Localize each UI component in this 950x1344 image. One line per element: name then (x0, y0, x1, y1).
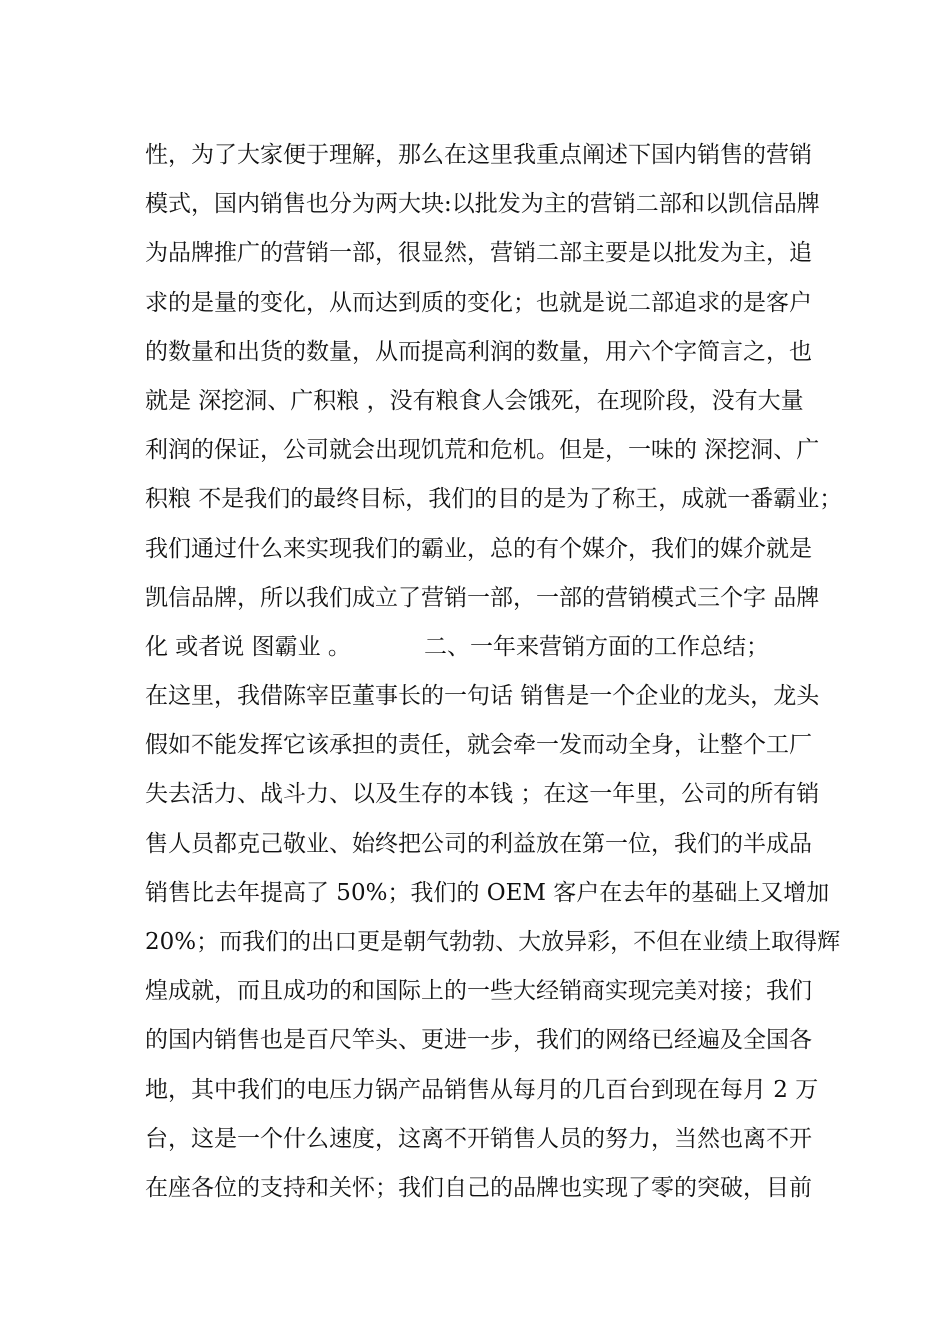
text-line: 求的是量的变化，从而达到质的变化；也就是说二部追求的是客户 (145, 289, 812, 316)
text-line: 性，为了大家便于理解，那么在这里我重点阐述下国内销售的营销 (145, 142, 812, 168)
text-line: 20%；而我们的出口更是朝气勃勃、大放异彩，不但在业绩上取得辉 (145, 929, 841, 955)
text-line: 失去活力、战斗力、以及生存的本钱 ；在这一年里，公司的所有销 (145, 781, 820, 808)
text-line: 为品牌推广的营销一部，很显然，营销二部主要是以批发为主，追 (145, 240, 812, 267)
text-line: 地，其中我们的电压力锅产品销售从每月的几百台到现在每月 2 万 (145, 1076, 819, 1103)
text-line: 在座各位的支持和关怀；我们自己的品牌也实现了零的突破，目前 (145, 1174, 812, 1201)
text-line: 煌成就，而且成功的和国际上的一些大经销商实现完美对接；我们 (145, 978, 812, 1005)
text-line: 模式，国内销售也分为两大块:以批发为主的营销二部和以凯信品牌 (145, 191, 820, 218)
text-line: 售人员都克己敬业、始终把公司的利益放在第一位，我们的半成品 (145, 830, 812, 857)
text-line: 的数量和出货的数量，从而提高利润的数量，用六个字简言之，也 (145, 338, 812, 365)
text-line: 台，这是一个什么速度，这离不开销售人员的努力，当然也离不开 (145, 1125, 812, 1152)
text-line: 我们通过什么来实现我们的霸业，总的有个媒介，我们的媒介就是 (145, 535, 812, 562)
text-line: 积粮 不是我们的最终目标，我们的目的是为了称王，成就一番霸业； (145, 486, 843, 513)
text-line: 利润的保证，公司就会出现饥荒和危机。但是，一味的 深挖洞、广 (145, 437, 820, 464)
body-text (145, 131, 843, 1213)
section-heading-line: 化 或者说 图霸业 。 二、一年来营销方面的工作总结； (145, 633, 770, 660)
text-line: 凯信品牌，所以我们成立了营销一部，一部的营销模式三个字 品牌 (145, 584, 820, 611)
text-line: 销售比去年提高了 50%；我们的 OEM 客户在去年的基础上又增加 (145, 879, 830, 906)
text-line: 假如不能发挥它该承担的责任，就会牵一发而动全身，让整个工厂 (145, 732, 812, 759)
text-line: 在这里，我借陈宰臣董事长的一句话 销售是一个企业的龙头，龙头 (145, 683, 820, 710)
text-line: 的国内销售也是百尺竿头、更进一步，我们的网络已经遍及全国各 (145, 1027, 812, 1054)
text-line: 就是 深挖洞、广积粮 ，没有粮食人会饿死，在现阶段，没有大量 (145, 387, 804, 414)
